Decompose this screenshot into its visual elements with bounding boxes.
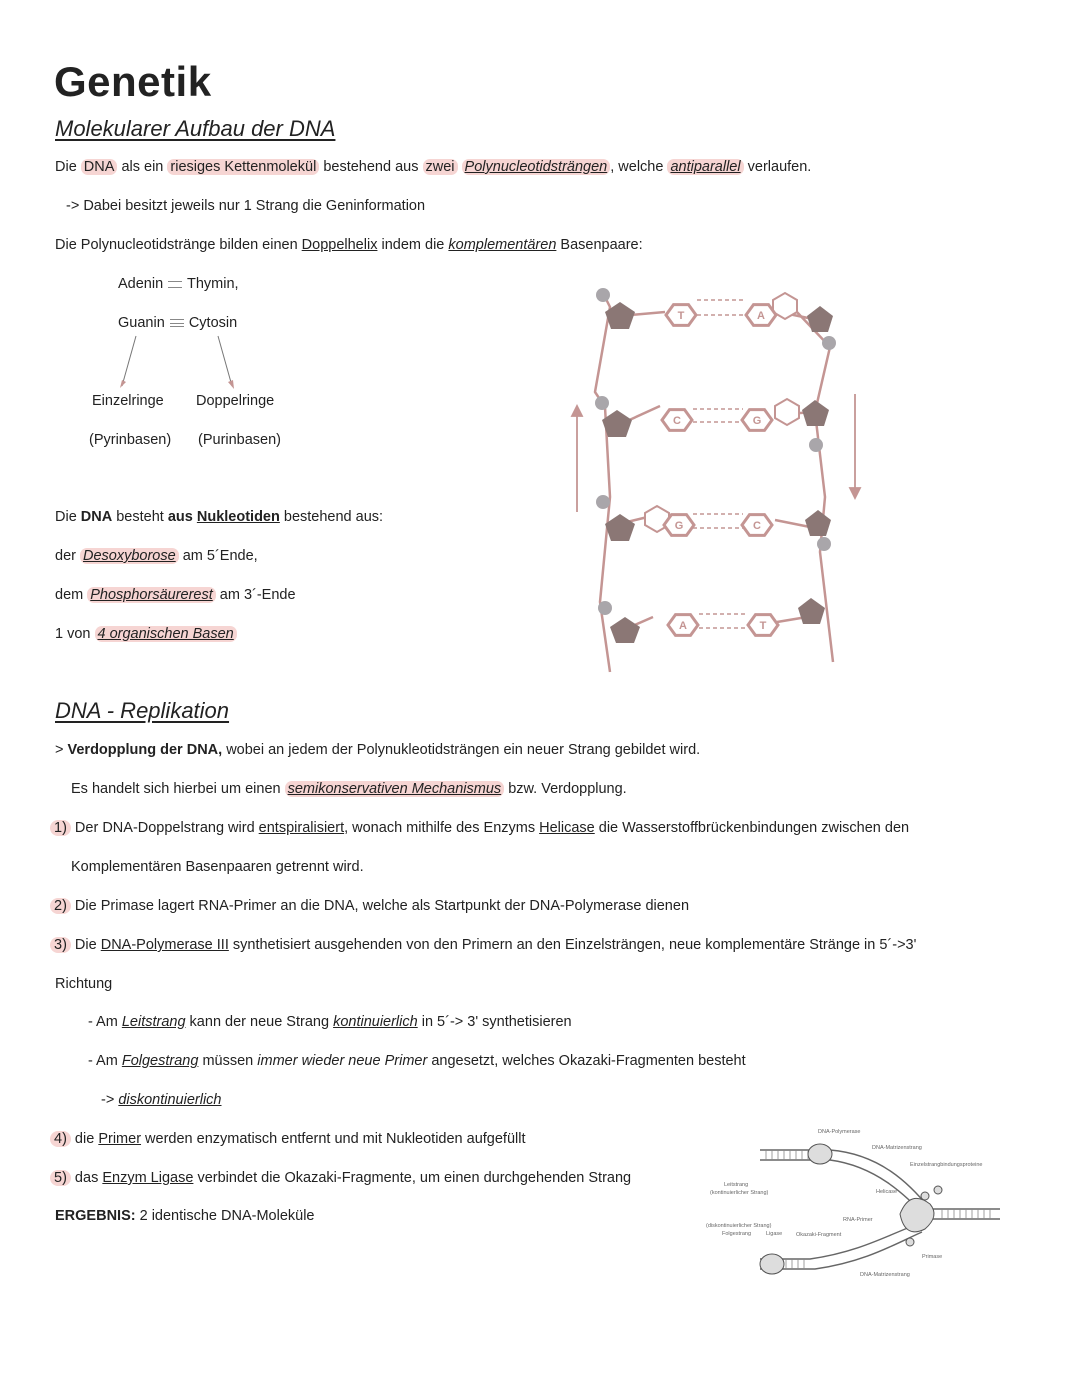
replication-fork-diagram [700,1124,1010,1286]
step-3 [50,936,916,954]
text-line-verdopplung [55,741,700,759]
base-a-left [668,615,698,636]
step-number: 5) [50,1170,71,1186]
step-1 [50,819,909,837]
label-pyrinbasen: (Pyrinbasen) [89,432,172,448]
text: dem [55,587,88,603]
base-pair-at [118,275,239,293]
bond [775,520,810,527]
highlight-antiparallel: antiparallel [667,159,743,175]
text-line-phosphat [55,586,296,604]
text: , wonach mithilfe des Enzyms [344,820,540,836]
base-t-left [666,305,696,326]
text: - Am [88,1014,122,1030]
label-polymerase: DNA-Polymerase [818,1129,861,1135]
text-line-geninformation: -> Dabei besitzt jeweils nur 1 Strang die Geninformation [66,198,426,214]
base-pair-gc [118,314,237,332]
step-number: 3) [50,937,71,953]
label-einzelstrangbindungsproteine: Einzelstrangbindungsproteine [910,1162,983,1168]
term-nukleotiden: Nukleotiden [196,509,280,525]
base-g-left [664,515,694,536]
label-kontinuierlich: (kontinuierlicher Strang) [710,1190,769,1196]
text: am 5´Ende, [178,548,258,564]
result-text: 2 identische DNA-Moleküle [135,1208,315,1224]
text: als ein [117,159,168,175]
label-purinbasen: (Purinbasen) [198,432,282,448]
term-leitstrang: Leitstrang [121,1014,186,1030]
text: kann der neue Strang [185,1014,334,1030]
term-aus: aus [167,509,193,525]
text-line-folgestrang [88,1052,746,1070]
highlight-phosphorsaeurerest: Phosphorsäurerest [87,587,216,603]
svg-text:C: C [753,520,761,532]
text-line-leitstrang [88,1013,572,1031]
base-g-right [742,410,772,431]
base-thymin: Thymin, [186,276,239,292]
text: das [70,1170,103,1186]
term-komplementaer: komplementären [448,237,557,253]
text: werden enzymatisch entfernt und mit Nukleotiden aufgefüllt [141,1131,526,1147]
sugar-pentagons [602,302,833,643]
result-line [55,1207,315,1225]
text: Die [55,159,81,175]
text: - Am [88,1053,122,1069]
arrows-icon [110,332,250,392]
section-heading-aufbau: Molekularer Aufbau der DNA [55,116,336,141]
term-primer: Primer [98,1131,142,1147]
step-1-continued: Komplementären Basenpaaren getrennt wird. [71,859,364,875]
svg-text:T: T [759,620,767,632]
text: Die [55,509,81,525]
step-5 [50,1169,631,1187]
label-leitstrang: Leitstrang [724,1182,749,1188]
label-helicase: Helicase [876,1189,898,1195]
text: , welche [610,159,668,175]
text: > [55,742,68,758]
term-neue-primer: immer wieder neue Primer [257,1053,428,1069]
term-folgestrang: Folgestrang [121,1053,199,1069]
base-adenin: Adenin [118,276,164,292]
label-einzelringe: Einzelringe [92,393,164,409]
text: -> [101,1092,119,1108]
text: die Wasserstoffbrückenbindungen zwischen den [594,820,910,836]
text: in 5´-> 3' synthetisieren [417,1014,572,1030]
base-cytosin: Cytosin [188,315,238,331]
double-bond-icon [168,281,182,288]
text: bzw. Verdopplung. [504,781,627,797]
label-doppelringe: Doppelringe [196,393,275,409]
term-verdopplung: Verdopplung der DNA, [67,742,223,758]
dna-helix-diagram [565,282,865,677]
text: am 3´-Ende [215,587,296,603]
base-hexagons [662,305,778,636]
text-line-semikonservativ [71,780,627,798]
svg-text:T: T [677,310,685,322]
highlight-polynucleotid: Polynucleotidsträngen [462,159,611,175]
text: verbindet die Okazaki-Fragmente, um einen durchgehenden Strang [193,1170,632,1186]
text: bestehend aus [319,159,423,175]
text-line-desoxyribose [55,547,258,565]
text: angesetzt, welches Okazaki-Fragmenten besteht [427,1053,746,1069]
label-rna-primer: RNA-Primer [843,1217,873,1223]
left-strand [595,297,610,672]
base-guanin: Guanin [118,315,165,331]
base-c-left [662,410,692,431]
text: die [70,1131,99,1147]
highlight-kettenmolekuel: riesiges Kettenmolekül [167,159,319,175]
step-number: 2) [50,898,71,914]
text: bestehend aus: [279,509,384,525]
text: der [55,548,80,564]
term-helicase: Helicase [539,820,595,836]
base-t-right [748,615,778,636]
text: Es handelt sich hierbei um einen [71,781,285,797]
label-folgestrang: Folgestrang [722,1231,752,1237]
step-2 [50,897,689,915]
svg-text:A: A [679,620,687,632]
text: Basenpaare: [556,237,643,253]
svg-text:G: G [674,520,684,532]
svg-text:A: A [757,310,765,322]
triple-bond-icon [170,319,184,327]
label-okazaki: Okazaki-Fragment [796,1232,842,1238]
text-line-basen [55,625,237,643]
text [458,159,462,175]
page-title: Genetik [54,58,212,105]
text-line-doppelhelix [55,236,643,254]
step-4 [50,1130,526,1148]
term-dna: DNA [80,509,113,525]
text: Die Polynucleotidstränge bilden einen [55,237,302,253]
step-number: 4) [50,1131,71,1147]
label-diskontinuierlich: (diskontinuierlicher Strang) [706,1223,772,1229]
text: 1 von [55,626,95,642]
highlight-semikonservativ: semikonservativen Mechanismus [285,781,505,797]
term-ligase: Enzym Ligase [102,1170,194,1186]
term-entspiralisiert: entspiralisiert [258,820,345,836]
step-3-continued: Richtung [55,976,113,992]
text: synthetisiert ausgehenden von den Primern an den Einzelsträngen, neue komplementäre Stränge in 5´->3' [228,937,917,953]
text-line-dna-definition [55,158,811,176]
text: Die Primase lagert RNA-Primer an die DNA, welche als Startpunkt der DNA-Polymerase dienen [70,898,690,914]
highlight-organische-basen: 4 organischen Basen [95,626,237,642]
text-line-diskontinuierlich [101,1091,222,1109]
label-primase: Primase [922,1254,943,1260]
text-line-nukleotide [55,508,383,526]
bond [630,312,665,315]
term-kontinuierlich: kontinuierlich [333,1014,418,1030]
label-matrizenstrang-unten: DNA-Matrizenstrang [860,1272,910,1278]
section-heading-replikation: DNA - Replikation [55,698,230,723]
term-dna-polymerase: DNA-Polymerase III [100,937,229,953]
svg-text:C: C [673,415,681,427]
text: wobei an jedem der Polynukleotidsträngen ein neuer Strang gebildet wird. [222,742,701,758]
step-number: 1) [50,820,71,836]
text: Der DNA-Doppelstrang wird [70,820,259,836]
text: besteht [112,509,168,525]
base-c-right [742,515,772,536]
highlight-zwei: zwei [423,159,458,175]
result-label: ERGEBNIS: [55,1208,136,1224]
highlight-desoxyborose: Desoxyborose [80,548,179,564]
term-diskontinuierlich: diskontinuierlich [118,1092,222,1108]
base-a-right [746,305,776,326]
label-matrizenstrang-oben: DNA-Matrizenstrang [872,1145,922,1151]
term-doppelhelix: Doppelhelix [301,237,378,253]
label-ligase: Ligase [766,1231,783,1237]
text: verlaufen. [743,159,812,175]
highlight-dna: DNA [81,159,118,175]
svg-text:G: G [752,415,762,427]
text: Die [70,937,101,953]
text: müssen [198,1053,258,1069]
phosphate-circles [595,288,836,615]
text: indem die [377,237,449,253]
